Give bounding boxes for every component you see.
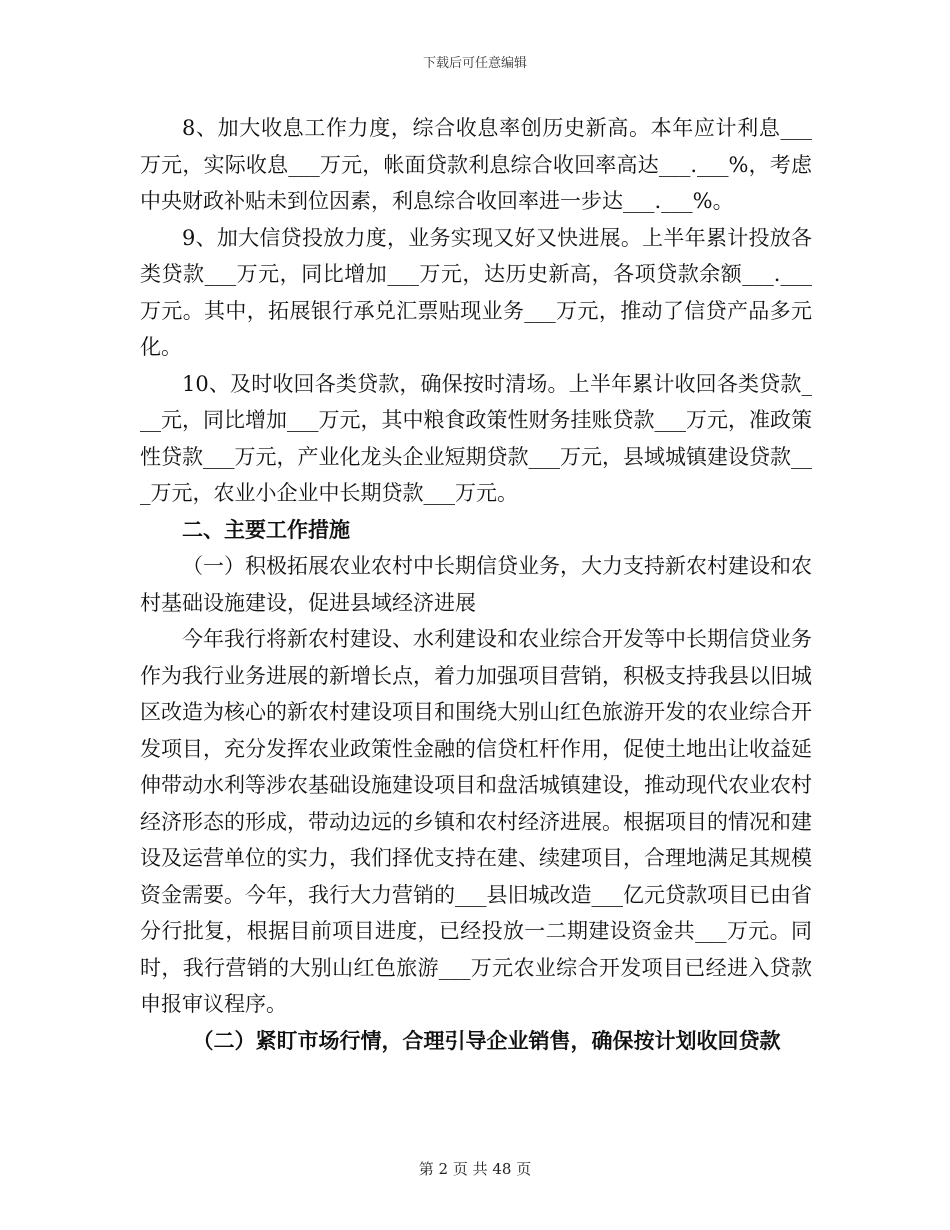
paragraph-body: 今年我行将新农村建设、水利建设和农业综合开发等中长期信贷业务作为我行业务进展的新增长点，着力加强项目营销，积极支持我县以旧城区改造为核心的新农村建设项目和围绕大别山红色旅游开发的农业综合开发项目，充分发挥农业政策性金融的信贷杠杆作用，促使土地出让收益延伸带动水利等涉农基础设施建设项目和盘活城镇建设，推动现代农业农村经济形态的形成，带动边远的乡镇和农村经济进展。根据项目的情况和建设及运营单位的实力，我们择优支持在建、续建项目，合理地满足其规模资金需要。今年，我行大力营销的___县旧城改造___亿元贷款项目已由省分行批复，根据目前项目进度，已经投放一二期建设资金共___万元。同时，我行营销的大别山红色旅游___万元农业综合开发项目已经进入贷款申报审议程序。 xyxy=(140,627,812,1016)
section-heading-measures: 二、主要工作措施 xyxy=(182,517,350,542)
page-header: 下载后可任意编辑 xyxy=(422,56,527,71)
paragraph-item-10: 10、及时收回各类贷款，确保按时清场。上半年累计收回各类贷款___元，同比增加___万元，其中粮食政策性财务挂账贷款___万元，准政策性贷款___万元，产业化龙头企业短期贷款___万元，县域城镇建设贷款___万元，农业小企业中长期贷款___万元。 xyxy=(140,371,812,505)
page-footer: 第 2 页 共 48 页 xyxy=(418,1160,532,1178)
subsection-title-1: （一）积极拓展农业农村中长期信贷业务，大力支持新农村建设和农村基础设施建设，促进县域经济进展 xyxy=(140,554,812,615)
paragraph-item-8: 8、加大收息工作力度，综合收息率创历史新高。本年应计利息___万元，实际收息___万元，帐面贷款利息综合收回率高达___.___%，考虑中央财政补贴未到位因素，利息综合收回率进一步达___.___%。 xyxy=(140,116,812,213)
subsection-heading-2: （二）紧盯市场行情，合理引导企业销售，确保按计划收回贷款 xyxy=(192,1028,781,1053)
document-body xyxy=(140,110,812,1059)
paragraph-item-9: 9、加大信贷投放力度，业务实现又好又快进展。上半年累计投放各类贷款___万元，同比增加___万元，达历史新高，各项贷款余额___.___万元。其中，拓展银行承兑汇票贴现业务___万元，推动了信贷产品多元化。 xyxy=(140,225,812,359)
